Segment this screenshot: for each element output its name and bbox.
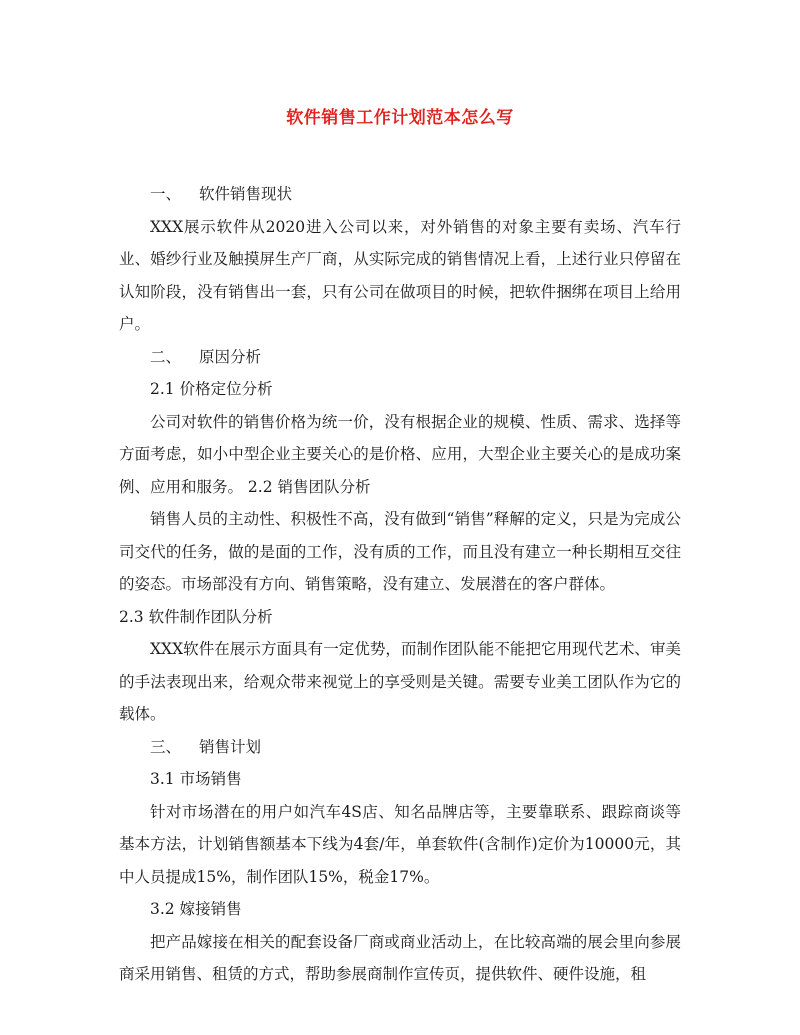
paragraph: 销售人员的主动性、积极性不高，没有做到“销售”释解的定义，只是为完成公司交代的任务，做的是面的工作，没有质的工作，而且没有建立一种长期相互交往的姿态。市场部没有方向、销售策略，没有建立、发展潜在的客户群体。: [119, 510, 681, 593]
section-heading-2: [119, 341, 681, 374]
section-heading-1: [119, 178, 681, 211]
paragraph: 针对市场潜在的用户如汽车4S店、知名品牌店等，主要靠联系、跟踪商谈等基本方法，计划销售额基本下线为4套/年，单套软件(含制作)定价为10000元，其中人员提成15%，制作团队15%，税金17%。: [119, 802, 681, 886]
section-title: 销售计划: [199, 737, 262, 756]
section-title: 原因分析: [199, 347, 262, 366]
subsection-heading: 2.3 软件制作团队分析: [119, 607, 273, 626]
subsection-heading: 3.1 市场销售: [150, 770, 242, 788]
section-heading-3: [119, 731, 681, 764]
paragraph: XXX软件在展示方面具有一定优势，而制作团队能不能把它用现代艺术、审美的手法表现出来，给观众带来视觉上的享受则是关键。需要专业美工团队作为它的载体。: [119, 640, 681, 723]
section-number: 一、: [150, 185, 182, 203]
subsection-heading: 3.2 嫁接销售: [150, 900, 242, 918]
section-title: 软件销售现状: [199, 185, 293, 203]
section-number: 二、: [150, 347, 182, 366]
subsection-heading: 2.1 价格定位分析: [150, 380, 273, 398]
paragraph: 公司对软件的销售价格为统一价，没有根据企业的规模、性质、需求、选择等方面考虑，如小中型企业主要关心的是价格、应用，大型企业主要关心的是成功案例、应用和服务。 2.2 销售团队分析: [119, 412, 681, 496]
document-title: 软件销售工作计划范本怎么写: [286, 108, 514, 128]
paragraph: XXX展示软件从2020进入公司以来，对外销售的对象主要有卖场、汽车行业、婚纱行业及触摸屏生产厂商，从实际完成的销售情况上看，上述行业只停留在认知阶段，没有销售出一套，只有公司在做项目的时候，把软件捆绑在项目上给用户。: [119, 217, 681, 333]
paragraph: 把产品嫁接在相关的配套设备厂商或商业活动上，在比较高端的展会里向参展商采用销售、租赁的方式，帮助参展商制作宣传页，提供软件、硬件设施，租: [119, 932, 681, 983]
document-body: [119, 104, 681, 991]
section-number: 三、: [150, 737, 182, 756]
